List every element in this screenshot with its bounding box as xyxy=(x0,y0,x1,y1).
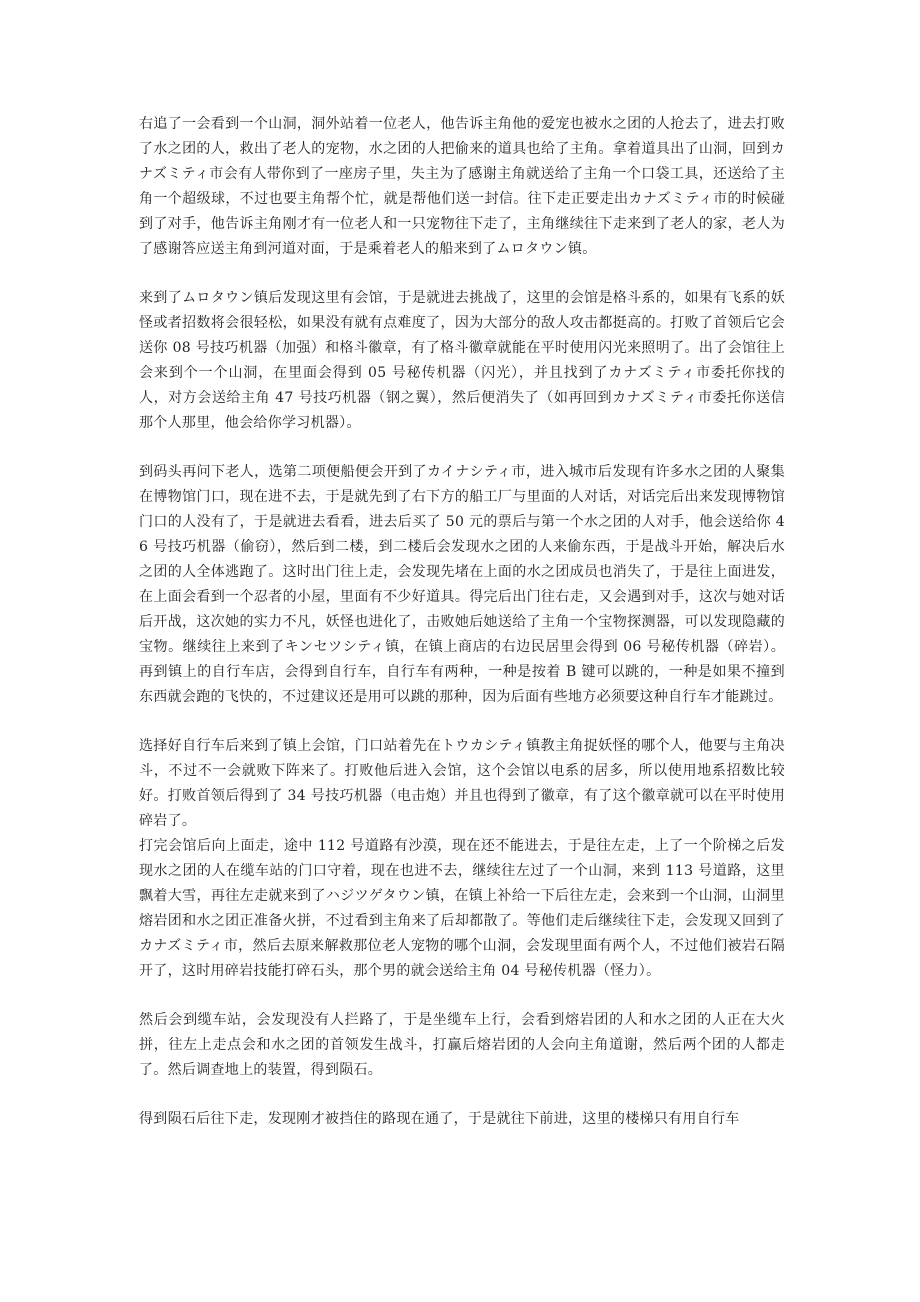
paragraph-3: 到码头再问下老人，选第二项便船便会开到了カイナシティ市，进入城市后发现有许多水之团的人聚集在博物馆门口，现在进不去，于是就先到了右下方的船工厂与里面的人对话，对话完后出来发现博物馆门口的人没有了，于是就进去看看，进去后买了 50 元的票后与第一个水之团的人对手，他会送给你 46 号技巧机器（偷窃），然后到二楼，到二楼后会发现水之团的人来偷东西，于是战斗开始，解决后水之团的人全体逃跑了。这时出门往上走，会发现先堵在上面的水之团成员也消失了，于是往上面进发，在上面会看到一个忍者的小屋，里面有不少好道具。得完后出门往右走，又会遇到对手，这次与她对话后开战，这次她的实力不凡，妖怪也进化了，击败她后她送给了主角一个宝物探测器，可以发现隐藏的宝物。继续往上来到了キンセツシティ镇，在镇上商店的右边民居里会得到 06 号秘传机器（碎岩）。再到镇上的自行车店，会得到自行车，自行车有两种，一种是按着 B 键可以跳的，一种是如果不撞到东西就会跑的飞快的，不过建议还是用可以跳的那种，因为后面有些地方必须要这种自行车才能跳过。 xyxy=(139,464,785,705)
paragraph-gap xyxy=(139,262,785,286)
paragraph-gap xyxy=(139,984,785,1008)
paragraph-gap xyxy=(139,1083,785,1107)
paragraph-6: 然后会到缆车站，会发现没有人拦路了，于是坐缆车上行，会看到熔岩团的人和水之团的人正在大火拼，往左上走点会和水之团的首领发生战斗，打赢后熔岩团的人会向主角道谢，然后两个团的人都走了。然后调查地上的装置，得到陨石。 xyxy=(139,1012,785,1078)
paragraph-5: 打完会馆后向上面走，途中 112 号道路有沙漠，现在还不能进去，于是往左走，上了一个阶梯之后发现水之团的人在缆车站的门口守着，现在也进不去，继续往左过了一个山洞，来到 113 号道路，这里飘着大雪，再往左走就来到了ハジツゲタウン镇，在镇上补给一下后往左走，会来到一个山洞，山洞里熔岩团和水之团正准备火拼，不过看到主角来了后却都散了。等他们走后继续往下走，会发现又回到了カナズミティ市，然后去原来解救那位老人宠物的哪个山洞，会发现里面有两个人，不过他们被岩石隔开了，这时用碎岩技能打碎石头，那个男的就会送给主角 04 号秘传机器（怪力）。 xyxy=(139,838,785,979)
paragraph-1: 右追了一会看到一个山洞，洞外站着一位老人，他告诉主角他的爱宠也被水之团的人抢去了，进去打败了水之团的人，救出了老人的宠物，水之团的人把偷来的道具也给了主角。拿着道具出了山洞，回到カナズミティ市会有人带你到了一座房子里，失主为了感谢主角就送给了主角一个口袋工具，还送给了主角一个超级球，不过也要主角帮个忙，就是帮他们送一封信。往下走正要走出カナズミティ市的时候碰到了对手，他告诉主角刚才有一位老人和一只宠物往下走了，主角继续往下走来到了老人的家，老人为了感谢答应送主角到河道对面，于是乘着老人的船来到了ムロタウン镇。 xyxy=(139,116,785,257)
paragraph-gap xyxy=(139,436,785,460)
paragraph-4: 选择好自行车后来到了镇上会馆，门口站着先在トウカシティ镇教主角捉妖怪的哪个人，他要与主角决斗，不过不一会就败下阵来了。打败他后进入会馆，这个会馆以电系的居多，所以使用地系招数比较好。打败首领后得到了 34 号技巧机器（电击炮）并且也得到了徽章，有了这个徽章就可以在平时使用碎岩了。 xyxy=(139,738,785,829)
document-body xyxy=(139,112,785,1132)
paragraph-7: 得到陨石后往下走，发现刚才被挡住的路现在通了，于是就往下前进，这里的楼梯只有用自行车 xyxy=(139,1111,740,1127)
paragraph-gap xyxy=(139,710,785,734)
paragraph-2: 来到了ムロタウン镇后发现这里有会馆，于是就进去挑战了，这里的会馆是格斗系的，如果有飞系的妖怪或者招数将会很轻松，如果没有就有点难度了，因为大部分的敌人攻击都挺高的。打败了首领后它会送你 08 号技巧机器（加强）和格斗徽章，有了格斗徽章就能在平时使用闪光来照明了。出了会馆往上会来到个一个山洞，在里面会得到 05 号秘传机器（闪光），并且找到了カナズミティ市委托你找的人，对方会送给主角 47 号技巧机器（钢之翼），然后便消失了（如再回到カナズミティ市委托你送信那个人那里，他会给你学习机器）。 xyxy=(139,290,785,431)
